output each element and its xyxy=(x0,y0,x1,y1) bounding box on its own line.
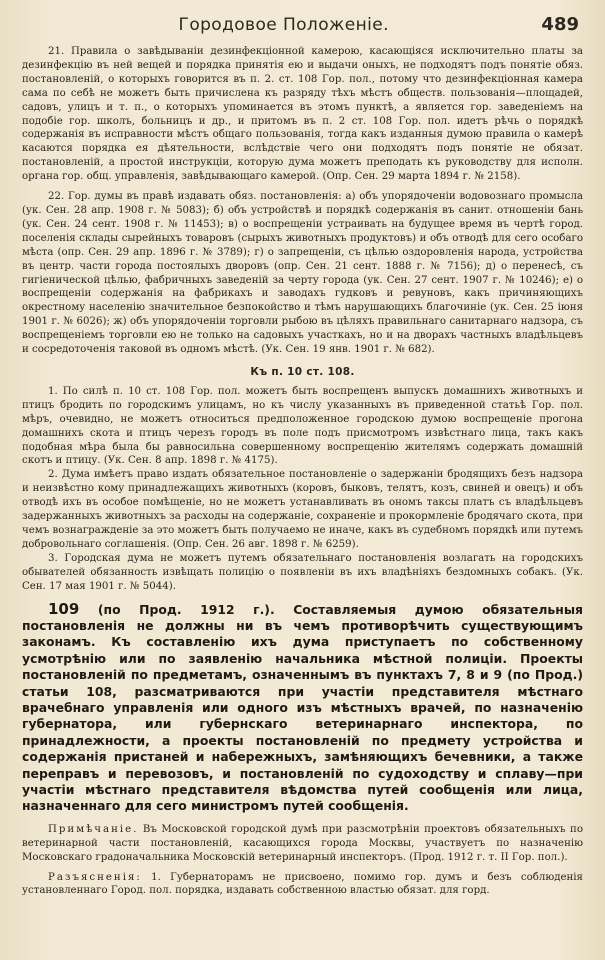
paragraph-item-1: 1. По силѣ п. 10 ст. 108 Гор. пол. можетъ быть воспрещенъ выпускъ домашнихъ животныхъ и птицъ бродить по городскимъ улицамъ, но къ числу указанныхъ въ приведенной статьѣ Гор. пол. мѣръ, очевидно, не можетъ относиться предположенное городскою думою воспрещенiе прогона домашнихъ скота и птицъ черезъ городъ въ поле подъ присмотромъ извѣстнаго лица, такъ какъ подобная мѣра была бы равносильна совершенному воспрещенiю жителямъ содержать домашнiй скотъ и птицу. (Ук. Сен. 8 апр. 1898 г. № 4175). xyxy=(22,385,583,467)
note-paragraph xyxy=(22,823,583,865)
note-text: Въ Московской городской думѣ при разсмотрѣнiи проектовъ обязательныхъ по ветеринарной части постановленiй, касающихся города Москвы, участвуетъ по назначенiю Московскаго градоначальника Московскiй ветеринарный инспекторъ. (Прод. 1912 г. т. II Гор. пол.). xyxy=(22,823,583,863)
paragraph-item-2: 2. Дума имѣетъ право издать обязательное постановленiе о задержанiи бродящихъ безъ надзора и неизвѣстно кому принадлежащихъ животныхъ (коровъ, быковъ, телятъ, козъ, свиней и овецъ) и объ отводѣ ихъ въ особое помѣщенiе, но не можетъ устанавливать въ ономъ таксы платъ съ владѣльцевъ задержанныхъ животныхъ за расходы на содержанiе, сохраненiе и прокормленiе бродячаго скота, при чемъ вознагражденiе за это можетъ быть получаемо не иначе, какъ въ судебномъ порядкѣ или путемъ добровольнаго соглашенiя. (Опр. Сен. 26 авг. 1898 г. № 6259). xyxy=(22,469,583,550)
note-label: Примѣчанiе. xyxy=(48,823,139,835)
explanation-paragraph xyxy=(22,871,583,899)
paragraph-22: 22. Гор. думы въ правѣ издавать обяз. постановленiя: а) объ упорядоченiи водовознаго промысла (ук. Сен. 28 апр. 1908 г. № 5083); б) объ устройствѣ и порядкѣ содержанiя въ санит. отношенiи бань (ук. Сен. 24 сент. 1908 г. № 11453); в) о воспрещенiи устраивать на будущее время въ чертѣ город. поселенiя склады сырейныхъ товаровъ (сырыхъ животныхъ продуктовъ) и объ отводѣ для сего особаго мѣста (опр. Сен. 29 апр. 1896 г. № 3789); г) о запрещенiи, съ цѣлью оздоровленiя народа, устройства въ центр. части города постоялыхъ дворовъ (опр. Сен. 21 сент. 1888 г. № 7156); д) о перенесѣ, съ гигiенической цѣлью, фабричныхъ заведенiй за черту города (ук. Сен. 27 сент. 1907 г. № 10246); е) о воспрещенiи содержанiя на фабрикахъ и заводахъ гудковъ и ревуновъ, какъ причиняющихъ окрестному населенiю значительное безпокойство и тѣмъ нарушающихъ благочинiе (ук. Сен. 25 iюня 1901 г. № 6026); ж) объ упорядоченiи торговли рыбою въ цѣляхъ правильнаго санитарнаго надзора, съ воспрещенiемъ торговли ею не только на садовыхъ участкахъ, но и на дворахъ частныхъ владѣльцевъ и сосредоточенiя таковой въ одномъ мѣстѣ. (Ук. Сен. 19 янв. 1901 г. № 682). xyxy=(22,191,583,356)
article-number: 109 xyxy=(48,599,80,618)
page-header xyxy=(26,14,579,35)
explanation-text: 1. Губернаторамъ не присвоено, помимо гор. думъ и безъ соблюденiя установленнаго Город. пол. порядка, издавать собственною властью обязат. для горд. xyxy=(22,871,583,897)
paragraph-item-3: 3. Городская дума не можетъ путемъ обязательнаго постановленiя возлагать на городскихъ обывателей обязанность извѣщать полицiю о появленiи въ ихъ владѣнiяхъ бездомныхъ собакъ. (Ук. Сен. 17 мая 1901 г. № 5044). xyxy=(22,552,583,592)
paragraph-21: 21. Правила о завѣдыванiи дезинфекцiонной камерою, касающiяся исключительно платы за дезинфекцiю въ ней вещей и порядка принятiя ею и выдачи оныхъ, не подходятъ подъ понятiе обяз. постановленiй, о которыхъ говорится въ п. 2. ст. 108 Гор. пол., потому что дезинфекцiонная камера сама по себѣ не можетъ быть причислена къ разряду тѣхъ мѣстъ обществ. пользованiя—площадей, садовъ, улицъ и т. п., о которыхъ упоминается въ этомъ пунктѣ, а является гор. заведенiемъ на подобiе гор. школъ, больницъ и др., и притомъ въ п. 2 ст. 108 Гор. пол. идетъ рѣчь о порядкѣ содержанiя въ исправности мѣстъ общаго пользованiя, тогда какъ изданныя думою правила о камерѣ касаются порядка ея дѣятельности, вслѣдствiе чего они подходятъ подъ понятiе не обязат. постановленiй, а простой инструкцiи, которую дума можетъ преподать къ руководству для исполн. органа гор. общ. управленiя, завѣдывающаго камерой. (Опр. Сен. 29 марта 1894 г. № 2158). xyxy=(22,46,583,183)
section-heading: Къ п. 10 ст. 108. xyxy=(250,365,355,378)
page-number: 489 xyxy=(541,14,579,35)
explanation-label: Разъясненiя: xyxy=(48,871,142,883)
article-109 xyxy=(22,601,583,815)
article-text: (по Прод. 1912 г.). Составляемыя думою обязательныя постановленiя не должны ни въ чемъ противорѣчить существующимъ законамъ. Къ составленiю ихъ дума приступаетъ по собственному усмотрѣнiю или по заявленiю начальника мѣстной полицiи. Проекты постановленiй по предметамъ, означеннымъ въ пунктахъ 7, 8 и 9 (по Прод.) статьи 108, разсматриваются при участiи представителя мѣстнаго врачебнаго управленiя или одного изъ мѣстныхъ врачей, по назначенiю губернатора, или губернскаго ветеринарнаго инспектора, по принадлежности, а проекты постановленiй по предмету устройства и содержанiя пристаней и набережныхъ, замѣняющихъ бечевники, а также переправъ и перевозовъ, и постановленiй по судоходству и сплаву—при участiи мѣстнаго представителя вѣдомства путей сообщенiя или лица, назначеннаго для сего министромъ путей сообщенiя. xyxy=(22,601,583,814)
running-title: Городовое Положенiе. xyxy=(178,15,389,35)
